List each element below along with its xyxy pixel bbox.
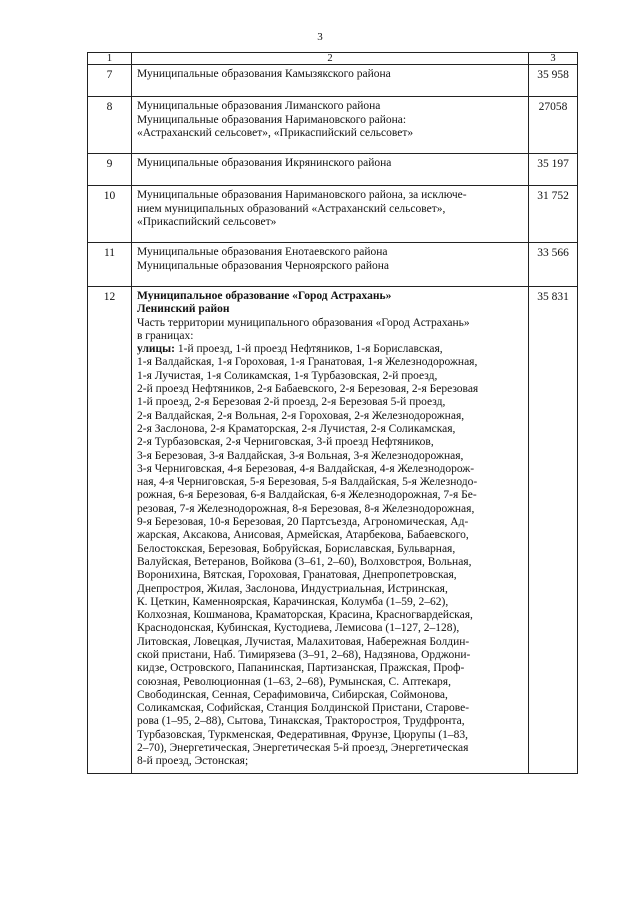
description-line: Часть территории муниципального образования «Город Астрахань» (137, 316, 470, 329)
row-number: 10 (88, 186, 132, 243)
street-line: 2-я Заслонова, 2-я Краматорская, 2-я Лучистая, 2-я Соликамская, (137, 422, 456, 435)
street-line: Краснодонская, Кубинская, Кустодиева, Лемисова (1–127, 2–128), (137, 622, 460, 635)
row-description (132, 286, 529, 773)
street-line: К. Цеткин, Каменноярская, Карачинская, Колумба (1–59, 2–62), (137, 595, 449, 608)
row-description (132, 65, 529, 97)
street-line: 3-я Черниговская, 4-я Березовая, 4-я Валдайская, 4-я Железнодорож- (137, 462, 475, 475)
table-row (88, 65, 578, 97)
description-line: в границах: (137, 329, 194, 342)
description-line: «Астраханский сельсовет», «Прикаспийский сельсовет» (137, 126, 414, 139)
streets-first-line (137, 343, 524, 356)
streets-text: 1-й проезд, 1-й проезд Нефтяников, 1-я Бориславская, (174, 343, 443, 356)
description-line: Муниципальные образования Лиманского района (137, 100, 381, 113)
street-line: 8-й проезд, Эстонская; (137, 755, 249, 768)
row-description (132, 243, 529, 287)
street-line: ная, 4-я Черниговская, 5-я Березовая, 5-я Валдайская, 5-я Железнодо- (137, 476, 478, 489)
row-value: 35 831 (529, 286, 578, 773)
header-cell-3: 3 (529, 53, 578, 65)
header-cell-2: 2 (132, 53, 529, 65)
row-number: 9 (88, 154, 132, 186)
street-line: кидзе, Островского, Папанинская, Партизанская, Пражская, Проф- (137, 662, 465, 675)
street-line: рова (1–95, 2–88), Сытова, Тинакская, Тракторострoя, Трудфронта, (137, 715, 465, 728)
street-line: резовая, 7-я Железнодорожная, 8-я Березовая, 8-я Железнодорожная, (137, 502, 475, 515)
municipality-title: Муниципальное образование «Город Астрахань» (137, 289, 392, 302)
description-line: Муниципальные образования Енотаевского района (137, 246, 388, 259)
description-line: Муниципальные образования Камызякского района (137, 68, 391, 80)
description-line: Муниципальные образования Икрянинского района (137, 157, 392, 170)
street-line: союзная, Революционная (1–63, 2–68), Румынская, С. Аптекаря, (137, 675, 451, 688)
street-line: 1-я Валдайская, 1-я Гороховая, 1-я Гранатовая, 1-я Железнодорожная, (137, 356, 478, 369)
table-row (88, 97, 578, 154)
street-line: Свободинская, Сенная, Серафимовича, Сибирская, Соймонова, (137, 688, 448, 701)
row-number: 11 (88, 243, 132, 287)
street-line: 2-я Валдайская, 2-я Вольная, 2-я Гороховая, 2-я Железнодорожная, (137, 409, 465, 422)
row-value: 35 958 (529, 65, 578, 97)
district-name: Ленинский район (137, 303, 230, 316)
street-line: 2-я Турбазовская, 2-я Черниговская, 3-й проезд Нефтяников, (137, 436, 434, 449)
street-line: Соликамская, Софийская, Станция Болдинской Пристани, Старове- (137, 702, 470, 715)
description-line: нием муниципальных образований «Астраханский сельсовет», (137, 202, 446, 215)
street-line: 1-я Лучистая, 1-я Соликамская, 1-я Турбазовская, 2-й проезд, (137, 369, 438, 382)
table-row (88, 154, 578, 186)
row-value: 31 752 (529, 186, 578, 243)
table-row (88, 186, 578, 243)
street-line: 2-й проезд Нефтяников, 2-я Бабаевского, 2-я Березовая, 2-я Березовая (137, 383, 479, 396)
row-value: 27058 (529, 97, 578, 154)
row-number: 8 (88, 97, 132, 154)
row-number: 12 (88, 286, 132, 773)
page-number: 3 (317, 31, 323, 43)
description-line: Муниципальные образования Черноярского района (137, 259, 390, 272)
street-line: Колхозная, Кошманова, Краматорская, Красина, Красногвардейская, (137, 609, 473, 622)
table-row (88, 286, 578, 773)
row-value: 35 197 (529, 154, 578, 186)
street-line: жарская, Аксакова, Анисовая, Армейская, Атарбекова, Бабаевского, (137, 529, 469, 542)
street-line: Днепрострoя, Жилая, Заслонова, Индустриальная, Истринская, (137, 582, 448, 595)
street-line: Валуйская, Ветеранов, Войкова (3–61, 2–60), Волховстроя, Вольная, (137, 555, 472, 568)
table-header-row (88, 53, 578, 65)
allocation-table (87, 52, 578, 774)
street-line: 2–70), Энергетическая, Энергетическая 5-й проезд, Энергетическая (137, 742, 469, 755)
street-line: 1-й проезд, 2-я Березовая 2-й проезд, 2-я Березовая 5-й проезд, (137, 396, 446, 409)
row-description (132, 97, 529, 154)
description-line: Муниципальные образования Наримановского района: (137, 113, 407, 126)
description-line: «Прикаспийский сельсовет» (137, 216, 277, 229)
street-line: Литовская, Ловецкая, Лучистая, Малахитовая, Набережная Болдин- (137, 635, 470, 648)
row-description (132, 154, 529, 186)
row-value: 33 566 (529, 243, 578, 287)
street-line: ской пристани, Наб. Тимирязева (3–91, 2–68), Надзянова, Орджони- (137, 648, 471, 661)
street-line: 3-я Березовая, 3-я Валдайская, 3-я Вольная, 3-я Железнодорожная, (137, 449, 464, 462)
row-description (132, 186, 529, 243)
street-line: Воронихина, Вятская, Гороховая, Гранатовая, Днепропетровская, (137, 569, 457, 582)
street-line: 9-я Березовая, 10-я Березовая, 20 Партсъезда, Агрономическая, Ад- (137, 516, 469, 529)
streets-label: улицы: (137, 343, 175, 356)
table-row (88, 243, 578, 287)
row-number: 7 (88, 65, 132, 97)
description-line: Муниципальные образования Наримановского района, за исключе- (137, 189, 467, 202)
street-line: Белостокская, Березовая, Бобруйская, Бориславская, Бульварная, (137, 542, 456, 555)
header-cell-1: 1 (88, 53, 132, 65)
streets-list (137, 356, 524, 768)
street-line: Турбазовская, Туркменская, Федеративная, Фрунзе, Цюрупы (1–83, (137, 728, 469, 741)
street-line: рожная, 6-я Березовая, 6-я Валдайская, 6-я Железнодорожная, 7-я Бе- (137, 489, 477, 502)
